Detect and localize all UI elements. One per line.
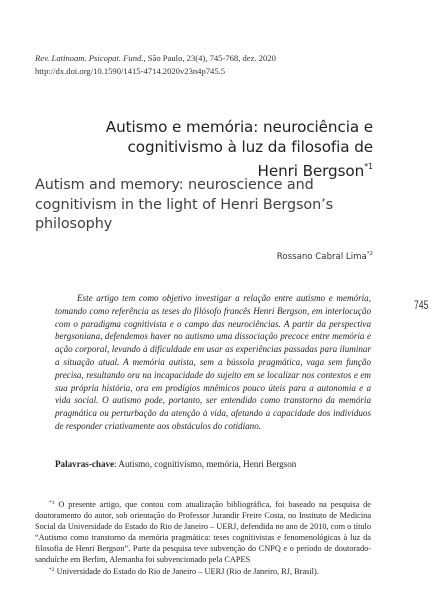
footnote-2-text: Universidade do Estado do Rio de Janeiro – UERJ (Rio de Janeiro, RJ, Brasil).	[54, 567, 319, 576]
title-footnote-mark: *1	[364, 162, 373, 171]
footnote-2	[35, 565, 371, 577]
title-en-line2: cognitivism in the light of Henri Bergson’s	[35, 196, 334, 213]
title-pt-line2: cognitivismo à luz da filosofia de	[127, 137, 373, 156]
title-english	[35, 176, 375, 235]
footnote-2-mark: *2	[49, 567, 55, 573]
author-name: Rossano Cabral Lima	[276, 252, 367, 262]
journal-name: Rev. Latinoam. Psicopat. Fund.	[35, 53, 144, 63]
title-en-line1: Autism and memory: neuroscience and	[35, 177, 314, 193]
abstract: Este artigo tem como objetivo investigar a relação entre autismo e memória, tomando como referência as teses do filósofo francês Henri Bergson, em interlocução com o paradigma cognitivista e o campo das neurociências. A partir da perspectiva bergsoniana, defendemos haver no autismo uma dissociação precoce entre memória e ação corporal, levando à dificuldade em usar as experiências passadas para iluminar a situação atual. A memória autista, sem a bússola pragmática, vaga sem função precisa, resultando ora na incapacidade do sujeito em se localizar nos contextos e em sua própria história, ora em prodígios mnêmicos pouco úteis para a autonomia e a vida social. O autismo pode, portanto, ser entendido como transtorno da memória pragmática ou perturbação da atenção à vida, afetando a capacidade dos indivíduos de responder criativamente aos obstáculos do cotidiano.	[55, 293, 371, 431]
keywords-text: : Autismo, cognitivismo, memória, Henri Bergson	[114, 459, 297, 469]
title-pt-line3-text: Henri Bergson	[257, 162, 365, 180]
title-portuguese	[73, 118, 373, 182]
author	[277, 251, 373, 262]
citation-details: , São Paulo, 23(4), 745-768, dez. 2020	[143, 53, 276, 63]
title-pt-line1: Autismo e memória: neurociência e	[105, 118, 373, 136]
footnote-1	[35, 498, 371, 565]
author-footnote-mark: *2	[366, 251, 373, 257]
keywords-label: Palavras-chave	[55, 459, 115, 469]
citation-line	[35, 52, 355, 65]
title-en-line3: philosophy	[35, 216, 113, 232]
page-number: 745	[414, 300, 429, 312]
citation-header	[35, 52, 355, 78]
footnote-1-text: O presente artigo, que contou com atualização bibliográfica, foi baseado na pesquisa de doutoramento do autor, sob orientação do Professor Jurandir Freire Costa, no Instituto de Medicina Social da Universidade do Estado do Rio de Janeiro – UERJ, defendida no ano de 2010, com o título “Autismo como transtorno da memória pragmática: teses cognitivistas e fenomenológicas à luz da filosofia de Henri Bergson”. Parte da pesquisa teve subvenção do CNPQ e o período de doutorado-sanduíche em Berlim, Alemanha foi subvencionado pela CAPES	[35, 500, 371, 564]
doi-link[interactable]: http://dx.doi.org/10.1590/1415-4714.2020v23n4p745.5	[35, 66, 226, 76]
keywords	[55, 458, 375, 471]
footnote-1-mark: *1	[49, 500, 55, 506]
footnotes	[35, 498, 371, 577]
